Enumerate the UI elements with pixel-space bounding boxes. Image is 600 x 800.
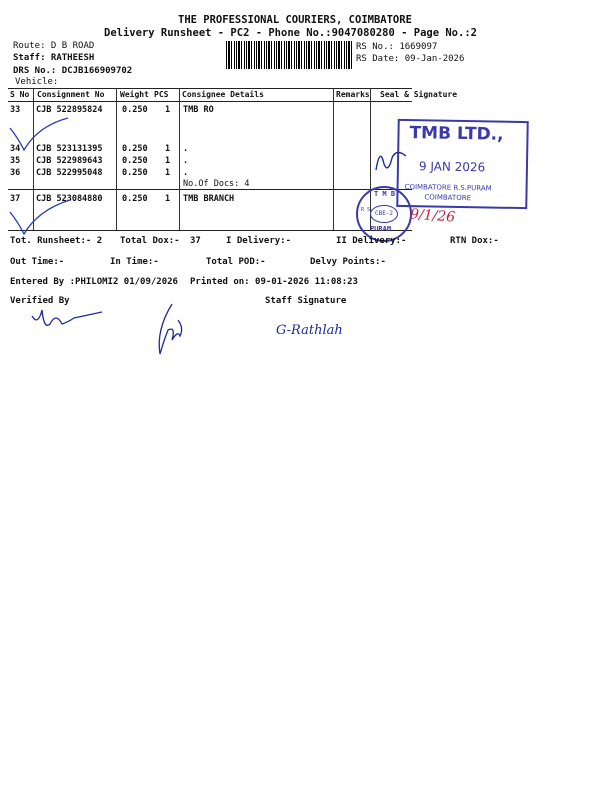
col-divider [333,88,334,230]
table-header-rule [8,101,412,102]
i-delivery: I Delivery:- [226,236,292,246]
table-row-rule [8,189,412,190]
row-weight: 0.250 [122,105,148,115]
no-of-docs: No.Of Docs: 4 [183,179,250,189]
col-header-weight: Weight [120,90,149,99]
printed-on: Printed on: 09-01-2026 11:08:23 [190,277,358,287]
barcode [226,41,352,69]
runsheet-subtitle: Delivery Runsheet - PC2 - Phone No.:9047080280 - Page No.:2 [104,27,477,39]
verified-signature [28,302,108,332]
col-header-pcs: PCS [154,90,169,99]
row-weight: 0.250 [122,156,148,166]
ii-delivery: II Delivery:- [336,236,407,246]
rs-number: RS No.: 1669097 [356,42,438,52]
row-sno: 34 [10,144,21,154]
row-weight: 0.250 [122,144,148,154]
col-header-seal: Seal & Signature [380,90,458,99]
row-pcs: 1 [165,156,171,166]
row-details: TMB BRANCH [183,194,235,204]
total-dox-label: Total Dox:- [120,236,180,246]
seal-side-text: R S [361,207,371,213]
total-dox-value: 37 [190,236,201,246]
delvy-points: Delvy Points:- [310,257,386,267]
row-details: TMB RO [183,105,214,115]
col-header-sno: S No [10,90,30,99]
row-pcs: 1 [165,105,171,115]
supervisor-signature [150,300,190,362]
row-weight: 0.250 [122,194,148,204]
rs-date: RS Date: 09-Jan-2026 [356,54,465,64]
staff-signature-label: Staff Signature [265,296,347,306]
row-details: . [183,156,189,166]
seal-signature-scribble [370,140,410,180]
in-time: In Time:- [110,257,159,267]
check-mark-icon [8,116,78,156]
col-divider [116,88,117,230]
row-details: . [183,168,189,178]
row-sno: 33 [10,105,21,115]
total-runsheet: Tot. Runsheet:- 2 [10,236,103,246]
check-mark-icon [8,198,78,238]
row-consignment: CJB 522995048 [36,168,103,178]
seal-top-text: T M B [374,190,396,198]
row-sno: 35 [10,156,21,166]
row-consignment: CJB 522989643 [36,156,103,166]
staff-label: Staff: RATHEESH [13,53,95,63]
stamp-city: COIMBATORE [424,193,472,203]
row-sno: 37 [10,194,21,204]
col-header-remarks: Remarks [336,90,370,99]
seal-mid-text: CBE-2 [370,205,398,223]
entered-by: Entered By :PHILOMI2 01/09/2026 [10,277,178,287]
row-sno: 36 [10,168,21,178]
stamp-branch: COIMBATORE R.S.PURAM [404,182,492,193]
drs-number: DRS No.: DCJB166909702 [13,66,133,76]
seal-bottom-text: PURAM [370,225,392,233]
handwritten-date: 9/1/26 [409,206,456,226]
table-top-rule [8,88,412,89]
stamp-title: TMB LTD., [409,123,504,145]
col-divider [179,88,180,230]
out-time: Out Time:- [10,257,65,267]
col-header-consignment: Consignment No [37,90,105,99]
row-consignment: CJB 523084880 [36,194,103,204]
row-consignment: CJB 522895824 [36,105,103,115]
total-pod: Total POD:- [206,257,266,267]
verified-by-label: Verified By [10,296,70,306]
row-weight: 0.250 [122,168,148,178]
round-seal [356,186,412,242]
row-pcs: 1 [165,194,171,204]
bank-stamp [396,119,529,209]
col-header-consignee: Consignee Details [182,90,264,99]
staff-signature: G-Rathlah [276,323,343,338]
row-pcs: 1 [165,168,171,178]
row-pcs: 1 [165,144,171,154]
stamp-date: 9 JAN 2026 [418,159,486,175]
route-label: Route: D B ROAD [13,41,95,51]
row-details: . [183,144,189,154]
row-consignment: CJB 523131395 [36,144,103,154]
vehicle-label: Vehicle: [15,77,59,87]
company-title: THE PROFESSIONAL COURIERS, COIMBATORE [178,14,412,26]
rtn-dox: RTN Dox:- [450,236,499,246]
